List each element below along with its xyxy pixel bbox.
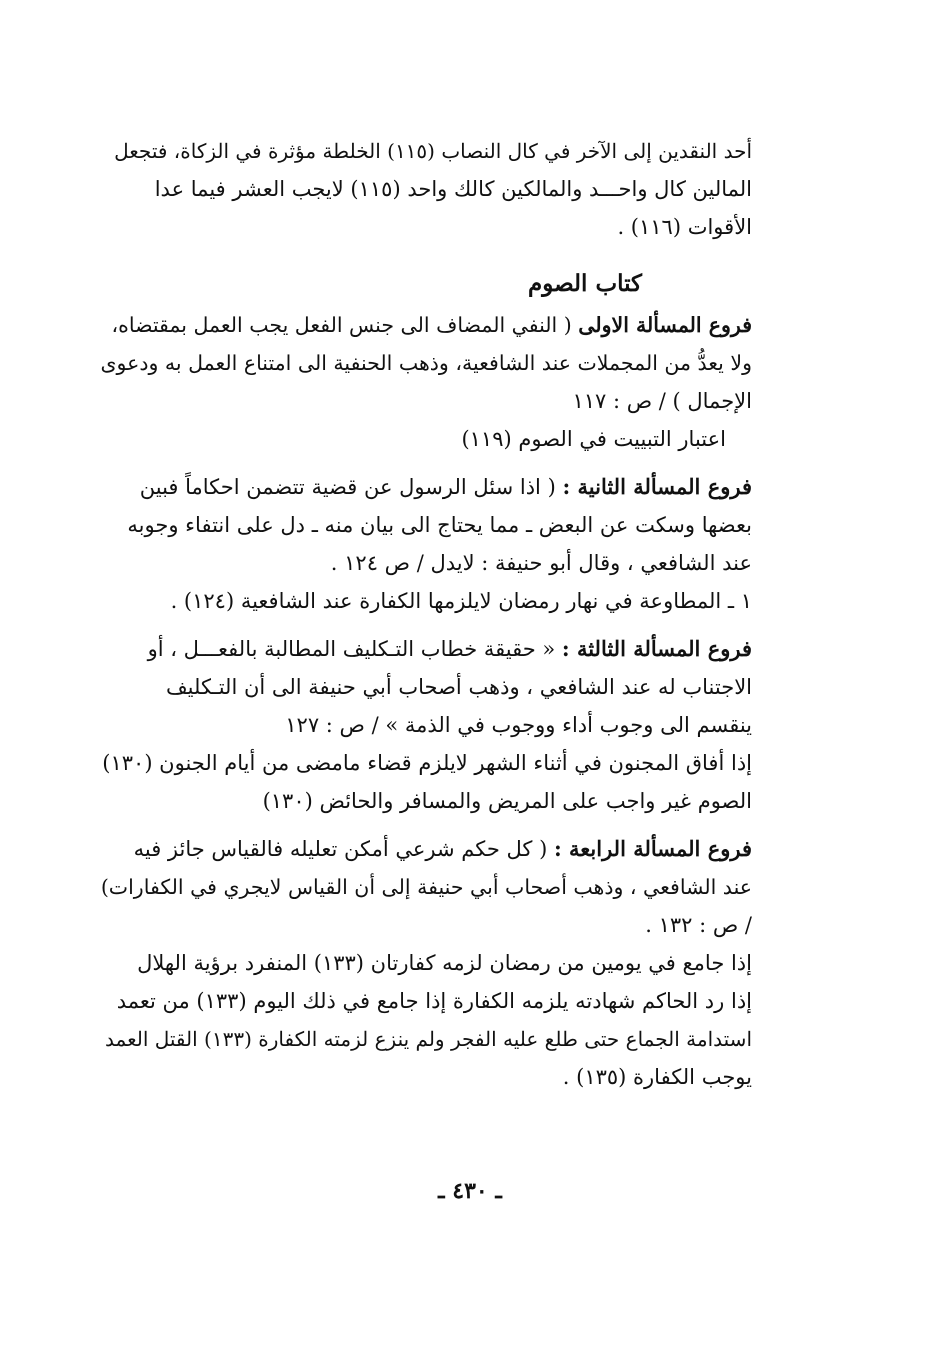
issue-heading: فروع المسألة الاولى <box>578 313 752 337</box>
intro-paragraph <box>100 132 752 246</box>
issue-line: عند الشافعي ، وذهب أصحاب أبي حنيفة إلى أن القياس لايجري في الكفارات) <box>100 875 752 899</box>
issue-3 <box>100 630 752 820</box>
issue-line: ينقسم الى وجوب أداء ووجوب في الذمة » / ص : ١٢٧ <box>285 713 752 737</box>
issue-line: فروع المسألة الاولى ( النفي المضاف الى جنس الفعل يجب العمل بمقتضاه، <box>111 313 752 337</box>
text-line: المالين كال واحـــد والمالكين كالك واحد (١١٥) لايجب العشر فيما عدا <box>154 177 752 201</box>
sub-item: ١ ـ المطاوعة في نهار رمضان لايلزمها الكفارة عند الشافعية (١٢٤) . <box>170 589 752 613</box>
sub-item: إذا رد الحاكم شهادته يلزمه الكفارة إذا جامع في ذلك اليوم (١٣٣) من تعمد <box>116 989 752 1013</box>
text-line: أحد النقدين إلى الآخر في كال النصاب (١١٥) الخلطة مؤثرة في الزكاة، فتجعل <box>114 139 752 163</box>
issue-heading: فروع المسألة الثالثة : <box>561 636 752 661</box>
spacer <box>100 458 752 468</box>
issue-line: بعضها وسكت عن البعض ـ مما يحتاج الى بيان منه ـ دل على انتفاء وجوبه <box>127 513 752 537</box>
sub-item: إذا أفاق المجنون في أثناء الشهر لايلزم قضاء مامضى من أيام الجنون (١٣٠) <box>102 751 752 775</box>
issue-line: فروع المسألة الثالثة : « حقيقة خطاب التـكليف المطالبة بالفعـــل ، أو <box>147 636 752 661</box>
issue-line: الاجتناب له عند الشافعي ، وذهب أصحاب أبي حنيفة الى أن التـكليف <box>165 675 752 699</box>
sub-item: الصوم غير واجب على المريض والمسافر والحائض (١٣٠) <box>262 789 752 813</box>
issue-line: فروع المسألة الثانية : ( اذا سئل الرسول عن قضية تتضمن احكاماً فبين <box>139 474 752 499</box>
issue-line: عند الشافعي ، وقال أبو حنيفة : لايدل / ص ١٢٤ . <box>330 551 752 575</box>
issue-line: فروع المسألة الرابعة : ( كل حكم شرعي أمكن تعليله فالقياس جائز فيه <box>133 836 752 861</box>
spacer <box>100 820 752 830</box>
issue-4 <box>100 830 752 1096</box>
book-title: كتاب الصوم <box>527 270 642 297</box>
page-number: ـ ٤٣٠ ـ <box>438 1178 502 1204</box>
spacer <box>100 620 752 630</box>
issue-1 <box>100 306 752 458</box>
sub-item: اعتبار التبييت في الصوم (١١٩) <box>461 427 726 451</box>
issue-line: ولا يعدُّ من المجملات عند الشافعية، وذهب الحنفية الى امتناع العمل به ودعوى <box>100 351 752 375</box>
sub-item: إذا جامع في يومين من رمضان لزمه كفارتان (١٣٣) المنفرد برؤية الهلال <box>137 951 752 975</box>
issue-heading: فروع المسألة الرابعة : <box>553 836 752 861</box>
sub-item: يوجب الكفارة (١٣٥) . <box>562 1065 752 1089</box>
issue-2 <box>100 468 752 620</box>
issue-heading: فروع المسألة الثانية : <box>562 474 752 499</box>
issue-line: / ص : ١٣٢ . <box>645 913 752 937</box>
text-line: الأقوات (١١٦) . <box>617 215 752 239</box>
sub-item: استدامة الجماع حتى طلع عليه الفجر ولم ينزع لزمته الكفارة (١٣٣) القتل العمد <box>105 1027 752 1051</box>
issue-line: الإجمال ) / ص : ١١٧ <box>572 389 752 413</box>
